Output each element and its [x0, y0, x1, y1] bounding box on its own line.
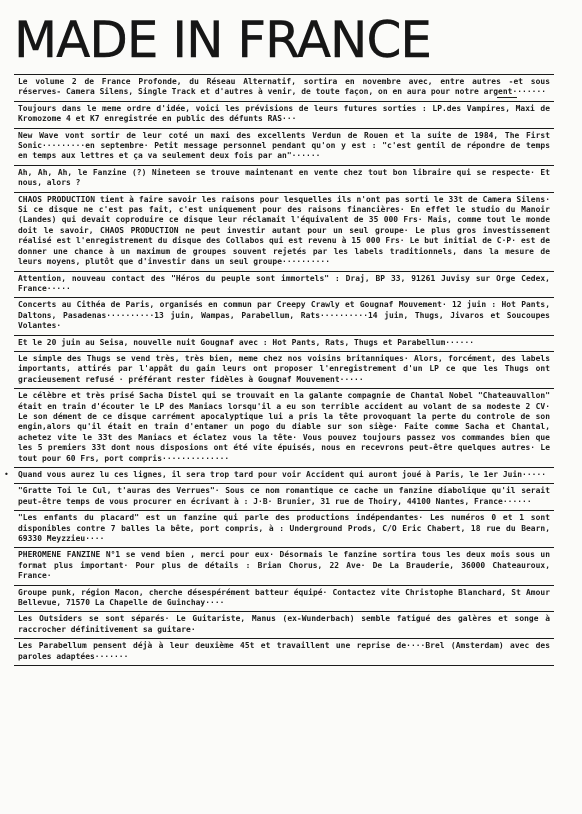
news-item-concerts-cithea: Concerts au Cithéa de Paris, organisés en commun par Creepy Crawly et Gougnaf Mouvement· 12 juin : Hot Pants, Daltons, Pasadenas··········13 juin, Wampas, Parabellum, Rats··········14 juin, Thugs, Jivaros et Soucoupes Volantes· [14, 297, 554, 334]
news-item-thugs-single: Le simple des Thugs se vend très, très bien, meme chez nos voisins britanniques· Alors, forcément, des labels importants, attirés par l'appât du gain leurs ont proposer l'enregistrement d'un LP ce que les Thugs ont gracieusement refusé · préférant rester fidèles à Gougnaf Mouvement····· [14, 351, 554, 388]
news-item-new-wave: New Wave vont sortir de leur coté un maxi des excellents Verdun de Rouen et la suite de 1984, The First Sonic·········en septembre· Petit message personnel pendant qu'on y est : "c'est gentil de répondre de temps en temps aux lettres et ça va seulement deux fois par an"······ [14, 128, 554, 165]
news-item-nineteen: Ah, Ah, Ah, le Fanzine (?) Nineteen se trouve maintenant en vente chez tout bon libraire qui se respecte· Et nous, alors ? [14, 165, 554, 192]
news-item-chaos-production: CHAOS PRODUCTION tient à faire savoir les raisons pour lesquelles ils n'ont pas sorti le 33t de Camera Silens· Si ce disque ne c'est pas fait, c'est uniquement pour des raisons financières· En effet le studio du Manoir (Landes) qui devait coproduire ce disque leur réclamait l'équivalent de 35 000 Frs· Mais, comme tout le monde doit le savoir, CHAOS PRODUCTION ne peut investir autant pour un seul groupe· Le plus gros investissement réalisé est l'enregistrement du disque des Collabos qui est revenu à 15 000 Frs· Le but initial de C·P· est de donner une chance à un maximum de groupes souvent rejetés par les labels traditionnels, dans la mesure de leurs moyens, plutôt que d'investir dans un seul groupe·········· [14, 192, 554, 271]
news-item-accident: Quand vous aurez lu ces lignes, il sera trop tard pour voir Accident qui auront joué à Paris, le 1er Juin····· [14, 467, 554, 483]
news-list [14, 74, 554, 666]
news-item-new-contact: Attention, nouveau contact des "Héros du peuple sont immortels" : Draj, BP 33, 91261 Juvisy sur Orge Cedex, France····· [14, 271, 554, 298]
news-item-outsiders: Les Outsiders se sont séparés· Le Guitariste, Manus (ex-Wunderbach) semble fatigué des galères et songe à raccrocher définitivement sa guitare· [14, 611, 554, 638]
news-item-volume-france-profonde: Le volume 2 de France Profonde, du Réseau Alternatif, sortira en novembre avec, entre autres -et sous réserves- Camera Silens, Single Track et d'autres à venir, de toute façon, on en aura pour notre argent······· [14, 74, 554, 101]
news-item-enfants-placard: "Les enfants du placard" est un fanzine qui parle des productions indépendantes· Les numéros 0 et 1 sont disponibles contre 7 balles la bête, port compris, à : Underground Prods, C/O Eric Chabert, 18 rue du Bearn, 69330 Meyzzieu···· [14, 510, 554, 547]
news-item-parabellum: Les Parabellum pensent déjà à leur deuxième 45t et travaillent une reprise de····Brel (Amsterdam) avec des paroles adaptées······· [14, 638, 554, 666]
news-item-future-releases: Toujours dans le meme ordre d'idée, voici les prévisions de leurs futures sorties : LP.des Vampires, Maxi de Kromozome 4 et K7 enregistrée en public des défunts RAS··· [14, 101, 554, 128]
news-item-groupe-punk: Groupe punk, région Macon, cherche désespérément batteur équipé· Contactez vite Christophe Blanchard, St Amour Bellevue, 71570 La Chapelle de Guinchay···· [14, 585, 554, 612]
margin-mark: • [4, 470, 9, 479]
news-item-sacha-distel: Le célèbre et très prisé Sacha Distel qui se trouvait en la galante compagnie de Chantal Nobel "Chateauvallon" était en train d'écouter le LP des Maniacs lorsqu'il a eu son terrible accident au volant de sa modeste 2 CV· Le son dément de ce disque carrément apocalyptique lui a pris la tête provoquant la perte du controle de son engin,alors qu'il était en train d'entamer un pogo du diable sur son siège· Faite comme Sacha et Chantal, achetez vite le 33t des Maniacs et éclatez vous la tête· Vous pouvez toujours passez vos commandes bien que les 5 premiers 33t dont nous disposions ont été vite épuisés, nous en recevrons peut-être quelques autres· Le tout pour 60 Frs, port compris·············· [14, 388, 554, 467]
page-title: MADE IN FRANCE [14, 11, 431, 69]
news-item-pheromene: PHEROMENE FANZINE N°1 se vend bien , merci pour eux· Désormais le fanzine sortira tous les deux mois sous un format plus important· Pour plus de détails : Brian Chorus, 22 Ave· De La Brauderie, 36000 Chateauroux, France· [14, 547, 554, 584]
news-item-gratte-toi: "Gratte Toi le Cul, t'auras des Verrues"· Sous ce nom romantique ce cache un fanzine diabolique qu'il serait peut-être temps de vous procurer en écrivant à : J·B· Brunier, 31 rue de Thoiry, 44100 Nantes, France······ [14, 483, 554, 510]
news-item-seisa-night: Et le 20 juin au Seisa, nouvelle nuit Gougnaf avec : Hot Pants, Rats, Thugs et Parabellum······ [14, 335, 554, 351]
